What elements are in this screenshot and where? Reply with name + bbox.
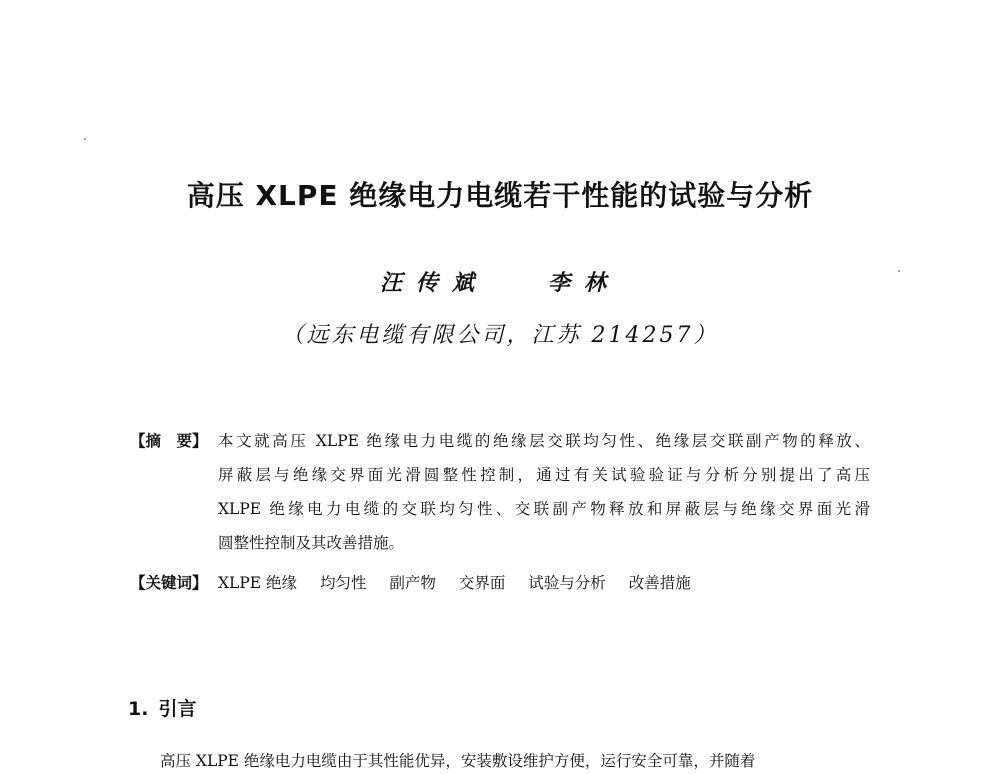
abstract-line: 圆整性控制及其改善措施。 xyxy=(218,534,405,552)
body-text-line: 高压 XLPE 绝缘电力电缆由于其性能优异，安装敷设维护方便，运行安全可靠，并随着 xyxy=(160,752,756,770)
abstract-line: XLPE 绝缘电力电缆的交联均匀性、交联副产物释放和屏蔽层与绝缘交界面光滑 xyxy=(218,500,870,518)
section-heading xyxy=(128,694,196,721)
scan-speck xyxy=(84,138,86,140)
abstract-line: 屏蔽层与绝缘交界面光滑圆整性控制，通过有关试验验证与分析分别提出了高压 xyxy=(218,466,870,484)
abstract-line: 本文就高压 XLPE 绝缘电力电缆的绝缘层交联均匀性、绝缘层交联副产物的释放、 xyxy=(218,432,870,450)
paper-title: 高压 XLPE 绝缘电力电缆若干性能的试验与分析 xyxy=(186,179,814,212)
abstract xyxy=(130,424,870,560)
keyword: 副产物 xyxy=(389,574,436,592)
keyword: XLPE 绝缘 xyxy=(218,574,297,592)
abstract-label: 【摘 要】 xyxy=(130,431,208,450)
keywords-label: 【关键词】 xyxy=(130,573,208,592)
keywords xyxy=(130,570,870,596)
affiliation: （远东电缆有限公司，江苏 214257） xyxy=(281,323,719,348)
abstract-text xyxy=(218,424,870,560)
keyword: 试验与分析 xyxy=(528,574,606,592)
author-name: 李林 xyxy=(548,270,621,296)
section-title: 引言 xyxy=(158,698,197,720)
keyword: 交界面 xyxy=(458,574,506,592)
author-list xyxy=(0,266,1000,297)
section-number: 1. xyxy=(128,698,149,720)
author-name: 汪传斌 xyxy=(379,270,488,296)
keyword: 均匀性 xyxy=(319,574,367,592)
keyword: 改善措施 xyxy=(628,574,691,592)
